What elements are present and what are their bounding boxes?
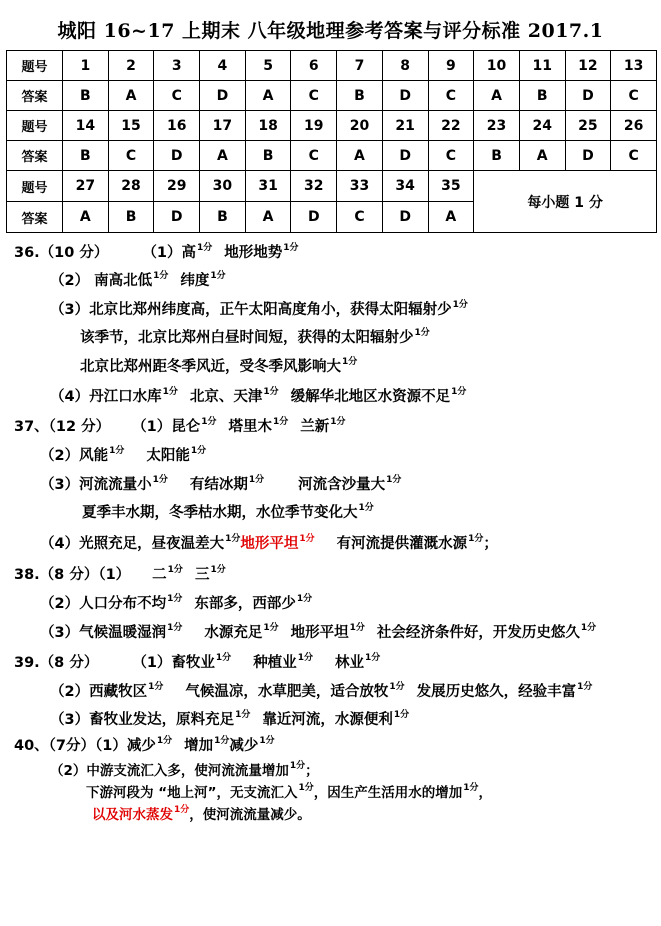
question-number-cell: 24 — [519, 111, 565, 141]
answer-cell: D — [154, 141, 200, 171]
score-mark: 1分 — [386, 475, 402, 485]
score-mark: 1分 — [263, 387, 279, 397]
answer-cell: B — [474, 141, 520, 171]
score-mark: 1分 — [174, 805, 190, 815]
answer-cell: D — [200, 81, 246, 111]
q36-p2b: 纬度 — [180, 273, 210, 289]
q40-p3: 下游河段为 “地上河”，无支流汇入 — [86, 785, 298, 801]
q36-p1: （1）高 — [142, 245, 197, 261]
question-number-cell: 7 — [337, 51, 383, 81]
q37-heading: 37、（12 分） — [14, 419, 111, 435]
score-mark: 1分 — [358, 503, 374, 513]
answer-cell: D — [382, 141, 428, 171]
answer-cell: A — [108, 81, 154, 111]
q40-line2 — [50, 758, 319, 779]
score-mark: 1分 — [167, 594, 183, 604]
question-number-cell: 16 — [154, 111, 200, 141]
q37-p2b: 太阳能 — [146, 448, 190, 464]
score-mark: 1分 — [167, 623, 183, 633]
score-mark: 1分 — [349, 623, 365, 633]
q37-line4 — [82, 500, 374, 522]
q38-p1a: 二 — [152, 567, 167, 583]
answer-cell: A — [200, 141, 246, 171]
question-number-cell: 14 — [63, 111, 109, 141]
q36-line1 — [14, 240, 299, 262]
q38-line2 — [40, 591, 312, 613]
q40-line4 — [92, 802, 311, 823]
question-number-cell: 2 — [108, 51, 154, 81]
label-cell-answer: 答案 — [7, 81, 63, 111]
score-mark: 1分 — [263, 623, 279, 633]
q39-p1b: 种植业 — [253, 655, 297, 671]
q38-p2b: 东部多，西部少 — [194, 596, 296, 612]
score-mark: 1分 — [248, 475, 265, 485]
score-mark: 1分 — [342, 357, 358, 367]
q40-p1b: 增加 — [184, 738, 214, 754]
q37-p1c: 兰新 — [300, 419, 330, 435]
q36-p3c: 北京比郑州距冬季风近，受冬季风影响大 — [80, 359, 341, 375]
q37-line3 — [40, 472, 401, 494]
score-mark: 1分 — [215, 653, 232, 663]
label-cell-number: 题号 — [7, 51, 63, 81]
score-mark: 1分 — [283, 243, 299, 253]
score-mark: 1分 — [364, 653, 381, 663]
answer-cell: B — [63, 81, 109, 111]
q40-line1 — [14, 733, 275, 755]
q39-p3: （3）畜牧业发达，原料充足 — [50, 712, 235, 728]
question-number-cell: 12 — [565, 51, 611, 81]
q37-p3: （3）河流流量小 — [40, 477, 152, 493]
question-number-cell: 19 — [291, 111, 337, 141]
answer-cell: C — [611, 81, 657, 111]
question-number-cell: 27 — [63, 171, 109, 202]
question-number-cell: 4 — [200, 51, 246, 81]
answer-row — [7, 81, 657, 111]
question-number-cell: 6 — [291, 51, 337, 81]
answer-cell: D — [382, 202, 428, 233]
question-number-cell: 21 — [382, 111, 428, 141]
q36-p2: （2） 南高北低 — [50, 273, 153, 289]
q39-p3b: 靠近河流，水源便利 — [262, 712, 393, 728]
question-number-cell: 13 — [611, 51, 657, 81]
answer-cell: A — [245, 202, 291, 233]
score-mark: 1分 — [109, 446, 125, 456]
q38-p3d: 社会经济条件好，开发历史悠久 — [376, 625, 580, 641]
q37-line2 — [40, 443, 206, 465]
question-number-cell: 25 — [565, 111, 611, 141]
q38-heading: 38.（8 分）（1） — [14, 567, 131, 583]
q37-p2: （2）风能 — [40, 448, 109, 464]
score-mark: 1分 — [452, 300, 468, 310]
q40-p4b: ，使河流流量减少。 — [189, 807, 311, 823]
q36-p1b: 地形地势 — [224, 245, 283, 261]
answer-cell: C — [154, 81, 200, 111]
q36-p3a: （3）北京比郑州纬度高，正午太阳高度角小，获得太阳辐射少 — [50, 302, 452, 318]
label-cell-answer: 答案 — [7, 202, 63, 233]
score-mark: 1分 — [299, 534, 315, 544]
q37-p1b: 塔里木 — [228, 419, 273, 435]
q37-line1 — [14, 414, 346, 436]
q37-p3d: 夏季丰水期，冬季枯水期，水位季节变化大 — [82, 505, 358, 521]
score-mark: 1分 — [298, 783, 314, 793]
q39-heading: 39.（8 分） — [14, 655, 99, 671]
q36-p3b: 该季节，北京比郑州白昼时间短，获得的太阳辐射少 — [80, 330, 414, 346]
question-number-cell: 1 — [63, 51, 109, 81]
question-number-cell: 11 — [519, 51, 565, 81]
answer-cell: B — [245, 141, 291, 171]
q37-p4-end: ； — [483, 536, 498, 552]
answer-cell: B — [63, 141, 109, 171]
score-mark: 1分 — [156, 736, 173, 746]
score-mark: 1分 — [389, 682, 405, 692]
score-mark: 1分 — [577, 682, 593, 692]
question-number-cell: 29 — [154, 171, 200, 202]
score-mark: 1分 — [162, 387, 178, 397]
q37-p3b: 有结冰期 — [189, 477, 248, 493]
q37-p3c: 河流含沙量大 — [298, 477, 386, 493]
score-mark: 1分 — [153, 271, 169, 281]
q36-line6 — [50, 384, 466, 406]
q39-p2: （2）西藏牧区 — [50, 684, 148, 700]
q38-line3 — [40, 620, 596, 642]
question-number-cell: 5 — [245, 51, 291, 81]
page-title: 城阳 16~17 上期末 八年级地理参考答案与评分标准 2017.1 — [57, 20, 604, 42]
question-number-cell: 17 — [200, 111, 246, 141]
score-mark: 1分 — [148, 682, 164, 692]
score-mark: 1分 — [580, 623, 597, 633]
q38-p3: （3）气候温暖湿润 — [40, 625, 167, 641]
q39-line1 — [14, 650, 380, 672]
answer-table — [6, 50, 657, 233]
question-number-cell: 33 — [337, 171, 383, 202]
q37-p4: （4）光照充足，昼夜温差大 — [40, 536, 225, 552]
score-mark: 1分 — [463, 783, 479, 793]
question-number-cell: 23 — [474, 111, 520, 141]
number-row — [7, 51, 657, 81]
q36-line5 — [80, 354, 357, 376]
q38-p2: （2）人口分布不均 — [40, 596, 167, 612]
q40-p2-end: ； — [305, 763, 319, 779]
question-number-cell: 9 — [428, 51, 474, 81]
answer-cell: B — [200, 202, 246, 233]
score-mark: 1分 — [190, 446, 207, 456]
score-mark: 1分 — [214, 736, 230, 746]
q36-p4b: 北京、天津 — [189, 389, 263, 405]
q38-p3c: 地形平坦 — [290, 625, 349, 641]
label-cell-number: 题号 — [7, 111, 63, 141]
number-row — [7, 171, 657, 202]
q40-p1c: 减少 — [229, 738, 259, 754]
question-number-cell: 18 — [245, 111, 291, 141]
answer-cell: C — [428, 81, 474, 111]
answer-cell: A — [428, 202, 474, 233]
q37-p1: （1）昆仑 — [132, 419, 201, 435]
q39-line3 — [50, 707, 409, 729]
score-mark: 1分 — [197, 243, 213, 253]
q38-p1b: 三 — [194, 567, 210, 583]
q39-line2 — [50, 679, 592, 701]
question-number-cell: 26 — [611, 111, 657, 141]
score-mark: 1分 — [297, 653, 313, 663]
answer-cell: C — [428, 141, 474, 171]
answer-cell: A — [63, 202, 109, 233]
scoring-note: 每小题 1 分 — [474, 171, 657, 233]
answer-cell: A — [519, 141, 565, 171]
q36-line3 — [50, 297, 468, 319]
q36-p4: （4）丹江口水库 — [50, 389, 162, 405]
answer-cell: D — [565, 141, 611, 171]
question-number-cell: 35 — [428, 171, 474, 202]
answer-cell: A — [474, 81, 520, 111]
score-mark: 1分 — [414, 328, 430, 338]
q36-heading: 36.（10 分） — [14, 245, 109, 261]
score-mark: 1分 — [210, 565, 226, 575]
label-cell-number: 题号 — [7, 171, 63, 202]
question-number-cell: 28 — [108, 171, 154, 202]
q37-p4b: 地形平坦 — [240, 536, 299, 552]
answer-cell: C — [611, 141, 657, 171]
q40-p4: 以及河水蒸发 — [92, 807, 173, 823]
score-mark: 1分 — [468, 534, 484, 544]
q38-line1 — [14, 562, 226, 584]
answer-row — [7, 141, 657, 171]
question-number-cell: 22 — [428, 111, 474, 141]
q36-line2 — [50, 268, 226, 290]
q39-p1c: 林业 — [334, 655, 364, 671]
score-mark: 1分 — [259, 736, 275, 746]
score-mark: 1分 — [330, 417, 346, 427]
answer-cell: B — [337, 81, 383, 111]
question-number-cell: 34 — [382, 171, 428, 202]
q39-p2c: 发展历史悠久，经验丰富 — [416, 684, 577, 700]
q40-line3 — [86, 780, 492, 801]
q40-heading: 40、（7分）（1）减少 — [14, 738, 156, 754]
answer-cell: A — [337, 141, 383, 171]
answer-cell: D — [565, 81, 611, 111]
answer-cell: D — [154, 202, 200, 233]
score-mark: 1分 — [201, 417, 217, 427]
answer-cell: B — [519, 81, 565, 111]
q38-p3b: 水源充足 — [204, 625, 263, 641]
q36-p4c: 缓解华北地区水资源不足 — [290, 389, 451, 405]
question-number-cell: 30 — [200, 171, 246, 202]
answer-cell: C — [337, 202, 383, 233]
answer-cell: C — [291, 81, 337, 111]
question-number-cell: 20 — [337, 111, 383, 141]
score-mark: 1分 — [273, 417, 289, 427]
q36-line4 — [80, 325, 430, 347]
question-number-cell: 10 — [474, 51, 520, 81]
answer-cell: A — [245, 81, 291, 111]
question-number-cell: 8 — [382, 51, 428, 81]
score-mark: 1分 — [289, 761, 306, 771]
score-mark: 1分 — [167, 565, 183, 575]
answer-cell: D — [291, 202, 337, 233]
answer-cell: C — [291, 141, 337, 171]
question-number-cell: 15 — [108, 111, 154, 141]
question-number-cell: 3 — [154, 51, 200, 81]
score-mark: 1分 — [152, 475, 168, 485]
score-mark: 1分 — [451, 387, 467, 397]
answer-cell: B — [108, 202, 154, 233]
q39-p2b: 气候温凉，水草肥美，适合放牧 — [185, 684, 389, 700]
q40-p3b: ，因生产生活用水的增加 — [313, 785, 463, 801]
score-mark: 1分 — [235, 710, 251, 720]
number-row — [7, 111, 657, 141]
score-mark: 1分 — [296, 594, 313, 604]
answer-cell: D — [382, 81, 428, 111]
q39-p1: （1）畜牧业 — [132, 655, 215, 671]
q37-line5 — [40, 531, 498, 553]
q40-p3-end: ， — [478, 785, 492, 801]
question-number-cell: 32 — [291, 171, 337, 202]
question-number-cell: 31 — [245, 171, 291, 202]
q37-p4c: 有河流提供灌溉水源 — [336, 536, 468, 552]
score-mark: 1分 — [225, 534, 241, 544]
score-mark: 1分 — [393, 710, 410, 720]
score-mark: 1分 — [210, 271, 226, 281]
q40-p2: （2）中游支流汇入多，使河流流量增加 — [50, 763, 289, 779]
label-cell-answer: 答案 — [7, 141, 63, 171]
answer-cell: C — [108, 141, 154, 171]
